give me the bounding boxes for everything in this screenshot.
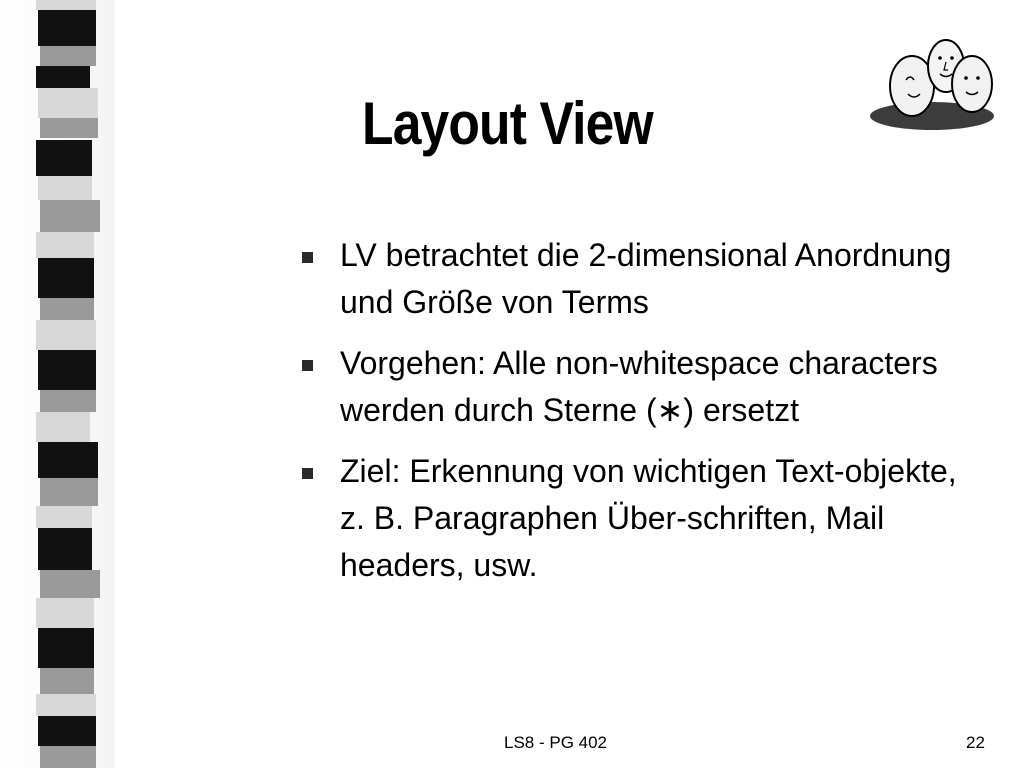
strip-bar	[36, 506, 92, 528]
bullet-text: Ziel: Erkennung von wichtigen Text-objekte, z. B. Paragraphen Über-schriften, Mail headers, usw.	[340, 453, 957, 583]
footer-course-label: LS8 - PG 402	[504, 733, 608, 752]
strip-bar	[40, 298, 94, 320]
strip-bar	[40, 390, 96, 412]
bullet-text: Vorgehen: Alle non-whitespace characters werden durch Sterne (∗) ersetzt	[340, 345, 938, 428]
bullet-square-icon	[302, 468, 313, 479]
bullet-item	[300, 232, 990, 326]
strip-bar	[40, 200, 100, 232]
strip-bar	[38, 628, 94, 668]
strip-bar	[36, 694, 96, 716]
strip-bar	[40, 478, 98, 506]
slide-title: Layout View	[362, 90, 653, 157]
strip-bar	[38, 10, 96, 46]
bullet-square-icon	[302, 252, 313, 263]
strip-bar	[38, 350, 96, 390]
strip-bar	[40, 746, 96, 768]
strip-bar	[40, 46, 96, 66]
strip-bar	[36, 320, 96, 350]
strip-bar	[40, 668, 94, 694]
strip-bar	[36, 412, 90, 442]
footer-page-number: 22	[966, 733, 985, 752]
strip-bar	[36, 0, 96, 10]
strip-bar	[38, 528, 92, 570]
strip-bar	[38, 258, 94, 298]
strip-bar	[36, 66, 90, 88]
strip-bar	[38, 716, 96, 746]
bullet-square-icon	[302, 360, 313, 371]
bullet-list	[300, 232, 990, 603]
bullet-item	[300, 448, 990, 589]
strip-bar	[40, 570, 100, 598]
strip-bar	[38, 176, 92, 200]
bullet-text: LV betrachtet die 2-dimensional Anordnung und Größe von Terms	[340, 237, 952, 320]
bullet-item	[300, 340, 990, 434]
strip-bar	[36, 598, 94, 628]
strip-bar	[36, 232, 94, 258]
strip-bar	[38, 442, 98, 478]
